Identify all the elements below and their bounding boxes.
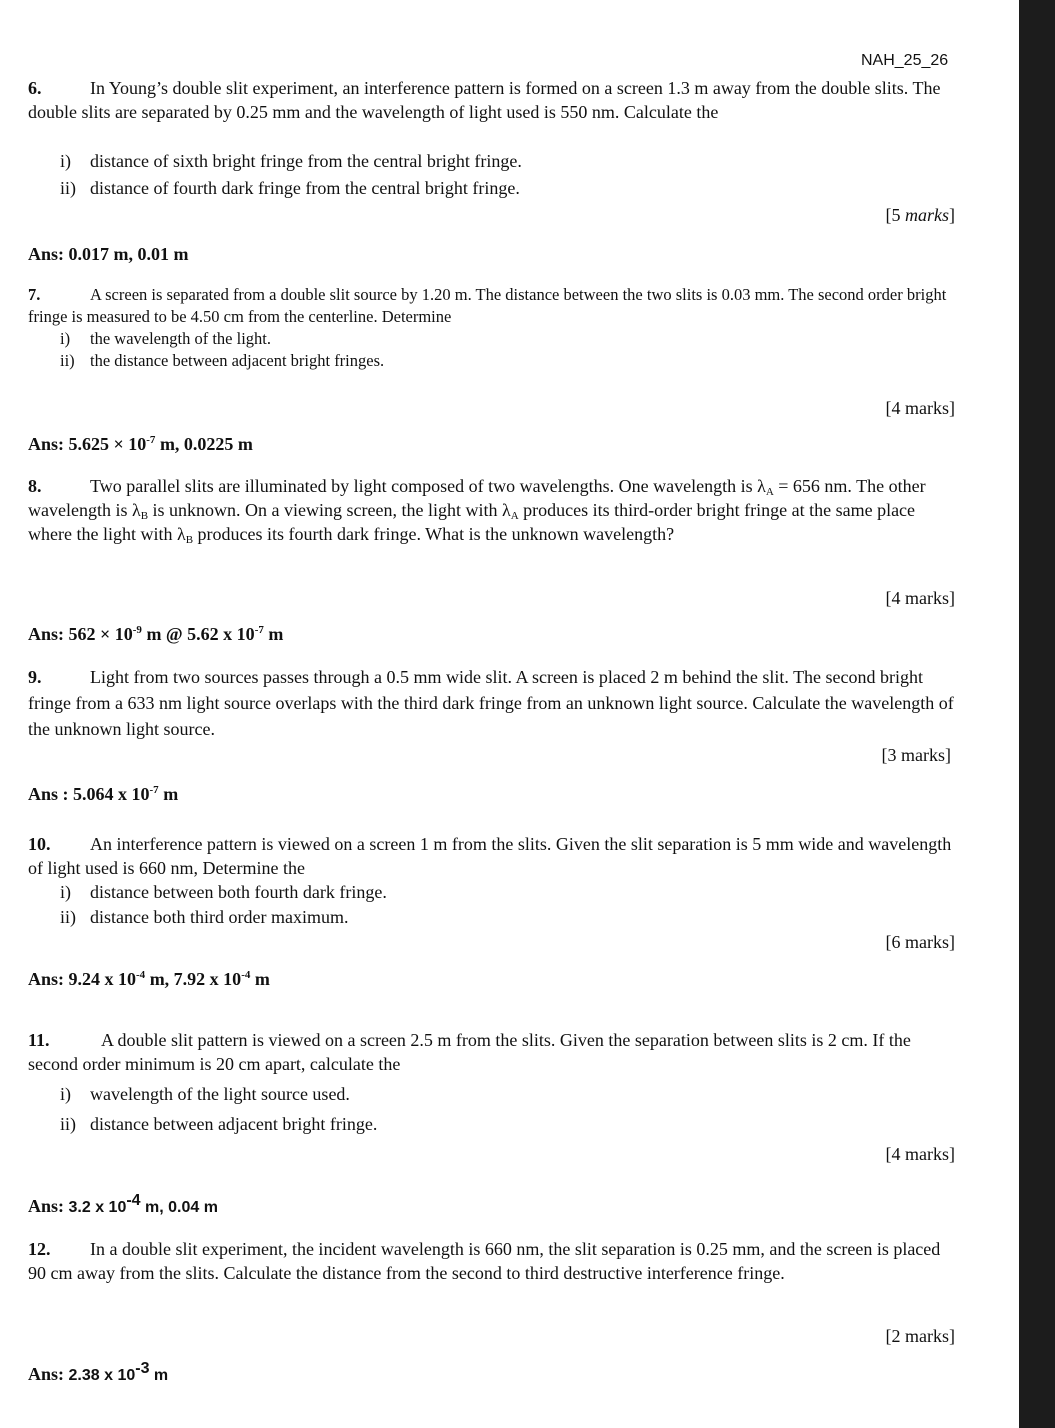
question-11-part-ii bbox=[60, 1112, 377, 1136]
answer-label: Ans: bbox=[28, 1364, 69, 1384]
answer-exponent: -7 bbox=[146, 434, 156, 446]
answer-exponent: -3 bbox=[135, 1360, 150, 1377]
lambda-subscript: A bbox=[510, 510, 519, 522]
question-6-marks bbox=[886, 203, 956, 227]
answer-part: Ans : 5.064 x 10 bbox=[28, 784, 150, 804]
part-text: distance between both fourth dark fringe. bbox=[90, 882, 387, 902]
answer-part: Ans: 9.24 x 10 bbox=[28, 969, 137, 989]
part-label: ii) bbox=[60, 907, 76, 927]
part-text: distance between adjacent bright fringe. bbox=[90, 1114, 378, 1134]
part-label: i) bbox=[60, 329, 71, 348]
answer-part: m bbox=[263, 624, 284, 644]
answer-exponent: -4 bbox=[126, 1192, 141, 1209]
question-10-part-i bbox=[60, 880, 387, 904]
question-body: produces its third-order bright fringe at the same place where the light with λ bbox=[28, 500, 916, 544]
question-8-marks: [4 marks] bbox=[885, 588, 955, 608]
question-8-answer bbox=[28, 624, 283, 645]
question-6-part-ii bbox=[60, 176, 520, 200]
marks-word: marks bbox=[905, 205, 949, 225]
question-number: 12. bbox=[28, 1239, 51, 1259]
question-7-text bbox=[28, 284, 956, 328]
question-body: Two parallel slits are illuminated by light composed of two wavelengths. One wavelength is λ bbox=[90, 476, 766, 496]
answer-part: 2.38 x 10 bbox=[68, 1367, 136, 1384]
answer-exponent: -9 bbox=[132, 624, 142, 636]
question-7-marks: [4 marks] bbox=[885, 398, 955, 418]
answer-exponent: -4 bbox=[241, 969, 251, 981]
question-body: Light from two sources passes through a 0.5 mm wide slit. A screen is placed 2 m behind the slit. The second bright fringe from a 633 nm light source overlaps with the third dark fringe from an unknown light source. Calculate the wavelength of the unknown light source. bbox=[28, 667, 954, 739]
answer-part: m, 7.92 x 10 bbox=[145, 969, 242, 989]
lambda-subscript: A bbox=[765, 486, 774, 498]
question-number: 11. bbox=[28, 1030, 50, 1050]
answer-exponent: -7 bbox=[149, 784, 159, 796]
answer-part: Ans: 562 × 10 bbox=[28, 624, 133, 644]
document-code: NAH_25_26 bbox=[861, 52, 949, 69]
answer-part: 3.2 x 10 bbox=[68, 1199, 127, 1216]
part-label: ii) bbox=[60, 351, 75, 370]
part-text: distance of sixth bright fringe from the central bright fringe. bbox=[90, 151, 522, 171]
part-text: distance both third order maximum. bbox=[90, 907, 349, 927]
question-11-marks: [4 marks] bbox=[885, 1144, 955, 1164]
question-6-part-i bbox=[60, 149, 522, 173]
answer-part: m, 0.04 m bbox=[140, 1199, 218, 1216]
question-number: 8. bbox=[28, 476, 42, 496]
question-12-text bbox=[28, 1237, 956, 1285]
question-10-answer bbox=[28, 969, 270, 990]
question-12-answer bbox=[28, 1360, 169, 1385]
question-10-text bbox=[28, 832, 956, 880]
question-6-answer: Ans: 0.017 m, 0.01 m bbox=[28, 244, 189, 264]
question-number: 7. bbox=[28, 285, 41, 304]
part-text: distance of fourth dark fringe from the central bright fringe. bbox=[90, 178, 520, 198]
part-label: i) bbox=[60, 151, 71, 171]
question-body: In Young’s double slit experiment, an interference pattern is formed on a screen 1.3 m away from the double slits. The double slits are separated by 0.25 mm and the wavelength of light used is 550 nm. Calculate the bbox=[28, 78, 941, 122]
question-7-part-ii bbox=[60, 350, 384, 372]
question-body: An interference pattern is viewed on a screen 1 m from the slits. Given the slit separation is 5 mm wide and wavelength of light used is 660 nm, Determine the bbox=[28, 834, 952, 878]
page-edge-bar bbox=[1019, 0, 1055, 1428]
lambda-subscript: B bbox=[140, 510, 149, 522]
question-body: = 656 nm. The other wavelength is λ bbox=[28, 476, 926, 520]
question-7-answer bbox=[28, 434, 253, 455]
part-text: the distance between adjacent bright fringes. bbox=[90, 351, 385, 370]
question-7-part-i bbox=[60, 328, 271, 350]
lambda-subscript: B bbox=[185, 534, 194, 546]
question-9-marks: [3 marks] bbox=[881, 745, 951, 765]
question-9-text bbox=[28, 664, 956, 742]
question-10-part-ii bbox=[60, 905, 348, 929]
answer-part: m bbox=[250, 969, 270, 989]
question-10-marks: [6 marks] bbox=[885, 932, 955, 952]
part-label: ii) bbox=[60, 1114, 76, 1134]
question-11-text bbox=[28, 1028, 956, 1076]
part-text: wavelength of the light source used. bbox=[90, 1084, 350, 1104]
question-body: In a double slit experiment, the incident wavelength is 660 nm, the slit separation is 0.25 mm, and the screen is placed 90 cm away from the slits. Calculate the distance from the second to third destructive interference fringe. bbox=[28, 1239, 941, 1283]
marks-open: [5 bbox=[885, 205, 905, 225]
question-11-part-i bbox=[60, 1082, 350, 1106]
question-body: produces its fourth dark fringe. What is the unknown wavelength? bbox=[193, 524, 675, 544]
question-11-answer bbox=[28, 1192, 218, 1217]
question-9-answer bbox=[28, 784, 178, 805]
question-number: 10. bbox=[28, 834, 51, 854]
part-label: i) bbox=[60, 882, 71, 902]
answer-part: m bbox=[158, 784, 179, 804]
answer-part: Ans: 5.625 × 10 bbox=[28, 434, 147, 454]
answer-part: m bbox=[149, 1367, 169, 1384]
question-number: 6. bbox=[28, 78, 42, 98]
answer-exponent: -7 bbox=[254, 624, 264, 636]
question-body: A double slit pattern is viewed on a screen 2.5 m from the slits. Given the separation between slits is 2 cm. If the second order minimum is 20 cm apart, calculate the bbox=[28, 1030, 911, 1074]
part-label: ii) bbox=[60, 178, 76, 198]
question-8-text bbox=[28, 474, 956, 546]
question-12-marks: [2 marks] bbox=[885, 1326, 955, 1346]
part-text: the wavelength of the light. bbox=[90, 329, 271, 348]
question-6-text bbox=[28, 76, 956, 124]
answer-exponent: -4 bbox=[136, 969, 146, 981]
question-number: 9. bbox=[28, 667, 42, 687]
question-body: is unknown. On a viewing screen, the light with λ bbox=[148, 500, 511, 520]
answer-part: m @ 5.62 x 10 bbox=[141, 624, 255, 644]
answer-label: Ans: bbox=[28, 1196, 69, 1216]
marks-close: ] bbox=[949, 205, 955, 225]
question-body: A screen is separated from a double slit source by 1.20 m. The distance between the two slits is 0.03 mm. The second order bright fringe is measured to be 4.50 cm from the centerline. Determine bbox=[28, 285, 947, 326]
answer-part: m, 0.0225 m bbox=[155, 434, 253, 454]
part-label: i) bbox=[60, 1084, 71, 1104]
